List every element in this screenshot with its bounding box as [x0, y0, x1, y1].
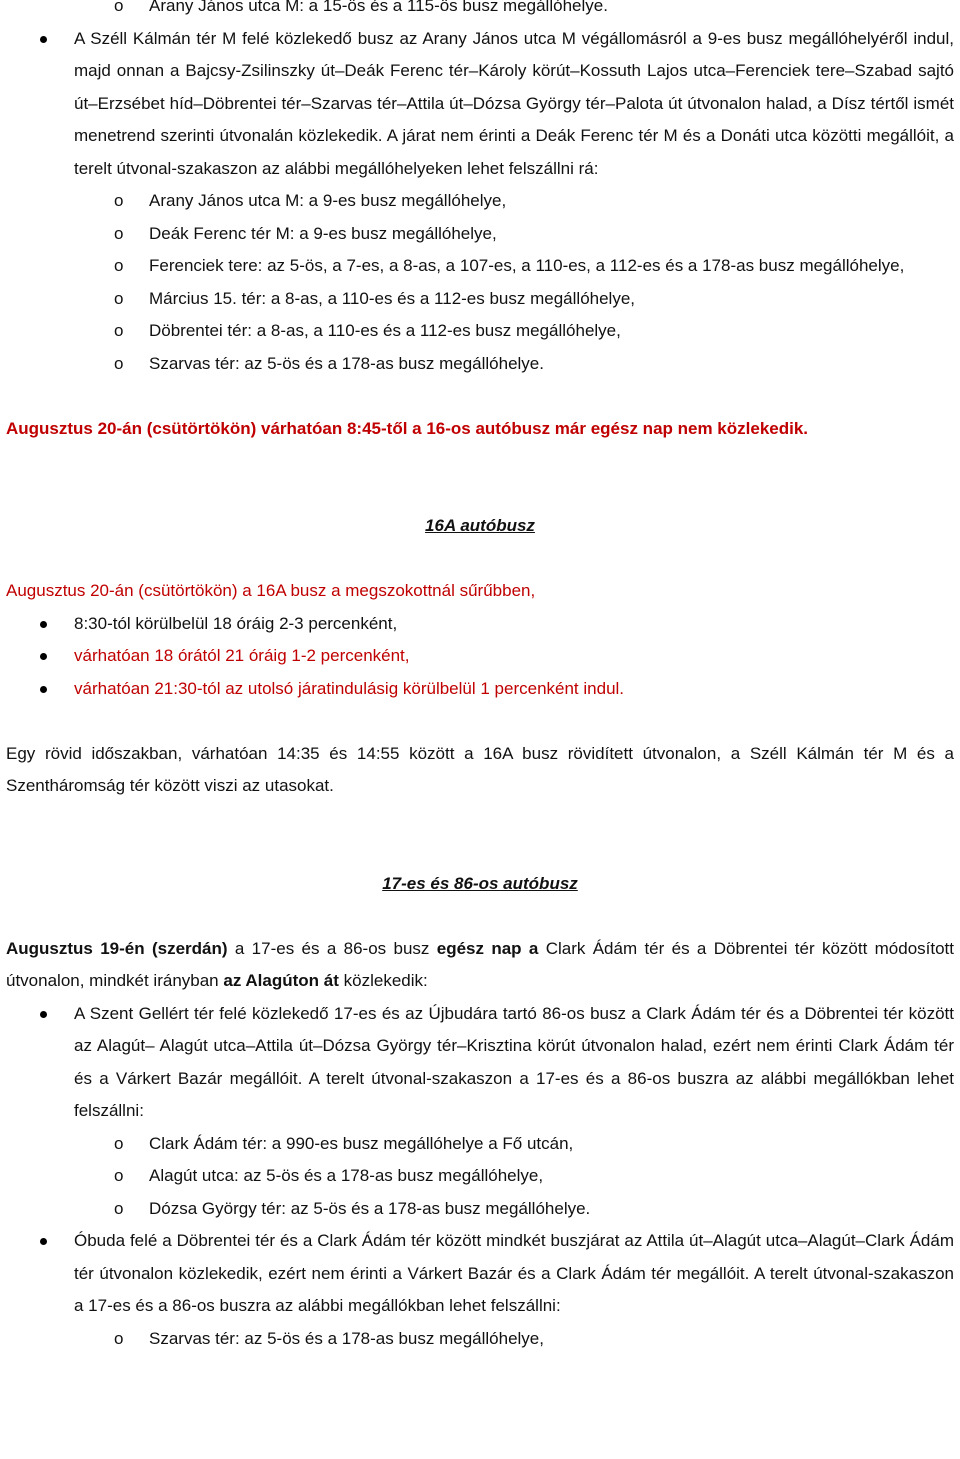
list-item	[0, 640, 954, 673]
intro-bold: az Alagúton át	[223, 971, 339, 990]
list-item	[0, 23, 954, 186]
circle-bullet-icon: o	[114, 1328, 124, 1348]
detour-description: A Széll Kálmán tér M felé közlekedő busz az Arany János utca M végállomásról a 9-es busz megállóhelyéről indul, majd onnan a Bajcsy-Zsilinszky út–Deák Ferenc tér–Károly körút–Kossuth Lajos utca–Ferenciek tere–Szabad sajtó út–Erzsébet híd–Döbrentei tér–Szarvas tér–Attila út–Dózsa György tér–Palota út útvonalon halad, a Dísz tértől ismét menetrend szerinti útvonalán közlekedik. A járat nem érinti a Deák Ferenc tér M és a Donáti utca közötti megállóit, a terelt útvonal-szakaszon az alábbi megállóhelyeken lehet felszállni rá:	[74, 28, 954, 178]
intro-text: Clark Ádám tér és a Döbrentei tér között módosított útvonalon, mindkét irányban	[6, 938, 955, 990]
frequency-text: várhatóan 21:30-tól az utolsó járatindulásig körülbelül 1 percenként indul.	[74, 678, 625, 698]
stop-text: Dózsa György tér: az 5-ös és a 178-as busz megállóhelye.	[149, 1198, 591, 1218]
list-item	[0, 673, 954, 706]
intro-date: Augusztus 19-én (szerdán)	[6, 938, 228, 958]
bullet-dot-icon	[40, 686, 47, 693]
list-item	[0, 1323, 954, 1356]
intro-text: közlekedik:	[338, 971, 428, 990]
bullet-dot-icon	[40, 653, 47, 660]
circle-bullet-icon: o	[114, 0, 124, 15]
list-item	[0, 1128, 954, 1161]
list-item	[0, 315, 954, 348]
stop-text: Döbrentei tér: a 8-as, a 110-es és a 112-es busz megállóhelye,	[149, 321, 621, 340]
list-item	[0, 283, 954, 316]
circle-bullet-icon: o	[114, 288, 124, 308]
frequency-text: várhatóan 18 órától 21 óráig 1-2 percenként,	[74, 646, 410, 665]
stop-text: Szarvas tér: az 5-ös és a 178-as busz megállóhelye.	[149, 353, 544, 373]
list-item	[0, 0, 954, 23]
circle-bullet-icon: o	[114, 353, 124, 373]
bullet-dot-icon	[40, 36, 47, 43]
list-item	[0, 218, 954, 251]
circle-bullet-icon: o	[114, 223, 124, 243]
intro-bold: egész nap a	[436, 938, 539, 958]
list-item	[0, 998, 954, 1128]
detour-description: A Szent Gellért tér felé közlekedő 17-es és az Újbudára tartó 86-os busz a Clark Ádám tér és a Döbrentei tér között az Alagút– Alagút utca–Attila út–Dózsa György tér–Krisztina körút útvonalon halad, ezért nem érinti Clark Ádám tér és a Várkert Bazár megállóit. A terelt útvonal-szakaszon a 17-es és a 86-os buszra az alábbi megállókban lehet felszállni:	[74, 1003, 954, 1120]
circle-bullet-icon: o	[114, 256, 124, 275]
list-item	[0, 348, 954, 381]
section-heading-16a: 16A autóbusz	[425, 516, 535, 535]
bullet-dot-icon	[40, 1011, 47, 1018]
list-item	[0, 185, 954, 218]
list-item	[0, 1225, 954, 1323]
list-item	[0, 608, 954, 641]
list-item	[0, 1193, 954, 1226]
detour-description: Óbuda felé a Döbrentei tér és a Clark Ádám tér között mindkét buszjárat az Attila út–Alagút utca–Alagút–Clark Ádám tér útvonalon közlekedik, ezért nem érinti a Várkert Bazár és a Clark Ádám tér megállóit. A terelt útvonal-szakaszon a 17-es és a 86-os buszra az alábbi megállókban lehet felszállni:	[74, 1231, 954, 1315]
stop-text: Arany János utca M: a 15-ös és a 115-ös busz megállóhelye.	[149, 0, 608, 15]
red-notice: Augusztus 20-án (csütörtökön) várhatóan 8:45-től a 16-os autóbusz már egész nap nem közlekedik.	[6, 418, 809, 438]
stop-text: Arany János utca M: a 9-es busz megállóhelye,	[149, 191, 507, 210]
bullet-dot-icon	[40, 621, 47, 628]
circle-bullet-icon: o	[114, 191, 124, 210]
list-item	[0, 1160, 954, 1193]
stop-text: Clark Ádám tér: a 990-es busz megállóhelye a Fő utcán,	[149, 1133, 574, 1153]
circle-bullet-icon: o	[114, 1198, 124, 1218]
section-intro-16a: Augusztus 20-án (csütörtökön) a 16A busz a megszokottnál sűrűbben,	[6, 581, 536, 600]
stop-text: Szarvas tér: az 5-ös és a 178-as busz megállóhelye,	[149, 1328, 544, 1348]
circle-bullet-icon: o	[114, 1166, 124, 1185]
list-item	[0, 250, 954, 283]
stop-text: Deák Ferenc tér M: a 9-es busz megállóhelye,	[149, 223, 497, 243]
stop-text: Alagút utca: az 5-ös és a 178-as busz megállóhelye,	[149, 1166, 544, 1185]
paragraph-16a-shortened: Egy rövid időszakban, várhatóan 14:35 és 14:55 között a 16A busz rövidített útvonalon, a Széll Kálmán tér M és a Szentháromság tér között viszi az utasokat.	[6, 743, 954, 795]
intro-text: a 17-es és a 86-os busz	[227, 938, 437, 958]
stop-text: Ferenciek tere: az 5-ös, a 7-es, a 8-as, a 107-es, a 110-es, a 112-es és a 178-as busz megállóhelye,	[149, 256, 905, 275]
circle-bullet-icon: o	[114, 1133, 124, 1153]
bullet-dot-icon	[40, 1238, 47, 1245]
section-heading-17-86: 17-es és 86-os autóbusz	[382, 873, 578, 893]
circle-bullet-icon: o	[114, 321, 124, 340]
frequency-text: 8:30-tól körülbelül 18 óráig 2-3 percenként,	[74, 613, 398, 633]
section-intro-17-86	[6, 933, 954, 998]
stop-text: Március 15. tér: a 8-as, a 110-es és a 112-es busz megállóhelye,	[149, 288, 636, 308]
